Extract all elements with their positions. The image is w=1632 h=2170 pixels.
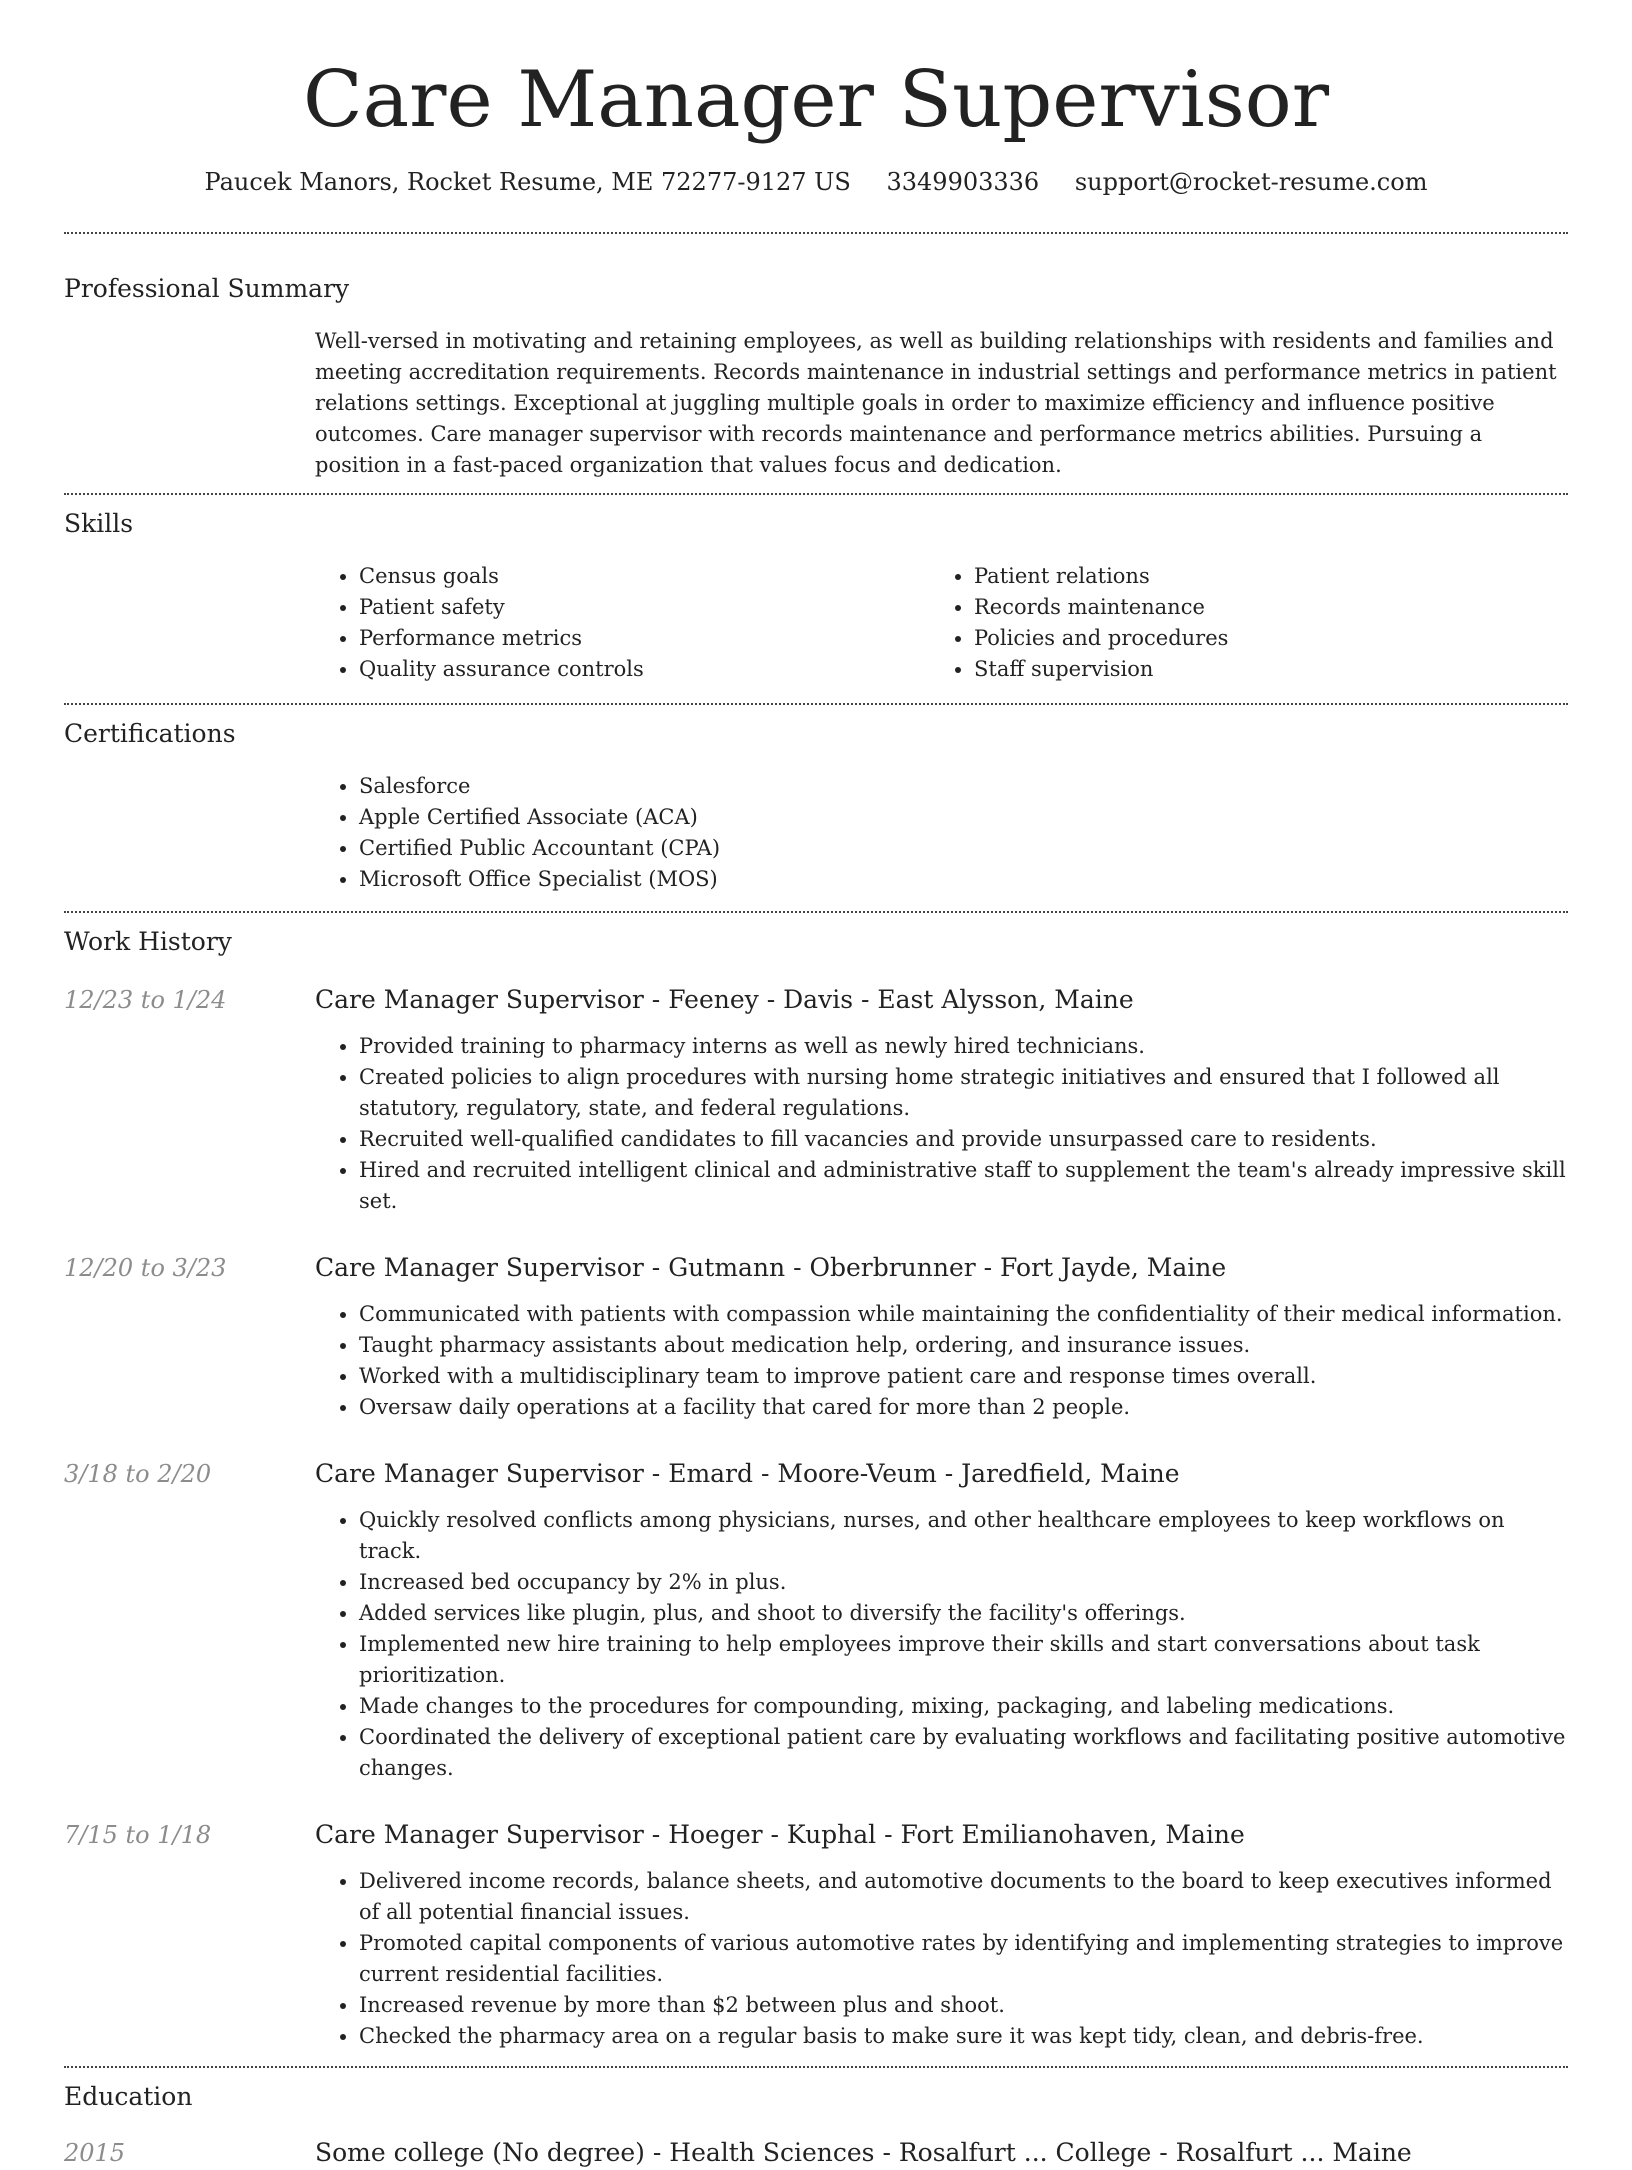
job-title: Care Manager Supervisor - Gutmann - Oberbrunner - Fort Jayde, Maine xyxy=(315,1253,1227,1282)
job-bullet: • Recruited well-qualified candidates to fill vacancies and provide unsurpassed care to residents. xyxy=(359,1124,1568,1155)
contact-line xyxy=(0,166,1632,198)
certifications-section xyxy=(0,705,1632,911)
job-entry xyxy=(64,1251,1568,1423)
skill-item: • Staff supervision xyxy=(974,654,1568,685)
skill-item: • Quality assurance controls xyxy=(359,654,930,685)
job-bullet: • Taught pharmacy assistants about medication help, ordering, and insurance issues. xyxy=(359,1330,1568,1361)
job-date: 12/23 to 1/24 xyxy=(64,986,227,1014)
job-entry xyxy=(64,983,1568,1217)
certification-item: • Certified Public Accountant (CPA) xyxy=(359,833,1568,864)
job-bullets xyxy=(315,1031,1568,1217)
job-date: 12/20 to 3/23 xyxy=(64,1254,227,1282)
skills-list-left xyxy=(315,561,930,685)
education-entry xyxy=(64,2136,1568,2170)
contact-phone: 3349903336 xyxy=(886,168,1040,196)
job-title: Care Manager Supervisor - Emard - Moore-Veum - Jaredfield, Maine xyxy=(315,1459,1180,1488)
job-bullets xyxy=(315,1866,1568,2052)
certifications-heading: Certifications xyxy=(64,719,236,748)
contact-email: support@rocket-resume.com xyxy=(1074,168,1428,196)
job-date: 7/15 to 1/18 xyxy=(64,1821,212,1849)
certification-item: • Salesforce xyxy=(359,771,1568,802)
education-heading: Education xyxy=(64,2082,193,2111)
skill-item: • Patient relations xyxy=(974,561,1568,592)
job-title: Care Manager Supervisor - Hoeger - Kuphal - Fort Emilianohaven, Maine xyxy=(315,1820,1245,1849)
job-entry xyxy=(64,1457,1568,1784)
job-details xyxy=(315,1251,1568,1423)
job-details xyxy=(315,983,1568,1217)
job-bullet: • Increased revenue by more than $2 between plus and shoot. xyxy=(359,1990,1568,2021)
summary-heading: Professional Summary xyxy=(64,274,350,303)
job-entry xyxy=(64,1818,1568,2052)
job-bullet: • Promoted capital components of various automotive rates by identifying and implementing strategies to improve current residential facilities. xyxy=(359,1928,1568,1990)
resume-header xyxy=(0,0,1632,198)
job-bullet: • Made changes to the procedures for compounding, mixing, packaging, and labeling medications. xyxy=(359,1691,1568,1722)
candidate-name: Care Manager Supervisor xyxy=(302,55,1330,145)
job-details xyxy=(315,1818,1568,2052)
job-bullet: • Worked with a multidisciplinary team to improve patient care and response times overall. xyxy=(359,1361,1568,1392)
certification-item: • Microsoft Office Specialist (MOS) xyxy=(359,864,1568,895)
skills-list-right xyxy=(930,561,1568,685)
job-bullet: • Implemented new hire training to help employees improve their skills and start conversations about task prioritization. xyxy=(359,1629,1568,1691)
skills-grid xyxy=(315,561,1568,685)
job-bullet: • Quickly resolved conflicts among physicians, nurses, and other healthcare employees to keep workflows on track. xyxy=(359,1505,1568,1567)
job-bullet: • Communicated with patients with compassion while maintaining the confidentiality of their medical information. xyxy=(359,1299,1568,1330)
job-bullet: • Oversaw daily operations at a facility that cared for more than 2 people. xyxy=(359,1392,1568,1423)
work-history-heading: Work History xyxy=(64,927,232,956)
certifications-body xyxy=(315,771,1568,895)
job-bullet: • Provided training to pharmacy interns as well as newly hired technicians. xyxy=(359,1031,1568,1062)
summary-section xyxy=(0,234,1632,493)
skills-section xyxy=(0,495,1632,703)
contact-address: Paucek Manors, Rocket Resume, ME 72277-9127 US xyxy=(204,168,851,196)
job-bullet: • Added services like plugin, plus, and shoot to diversify the facility's offerings. xyxy=(359,1598,1568,1629)
education-section xyxy=(0,2068,1632,2170)
skill-item: • Policies and procedures xyxy=(974,623,1568,654)
education-details: Some college (No degree) - Health Sciences - Rosalfurt ... College - Rosalfurt ... Maine xyxy=(315,2138,1412,2167)
job-details xyxy=(315,1457,1568,1784)
skill-item: • Census goals xyxy=(359,561,930,592)
skill-item: • Performance metrics xyxy=(359,623,930,654)
job-bullets xyxy=(315,1299,1568,1423)
certifications-list xyxy=(315,771,1568,895)
job-bullet: • Coordinated the delivery of exceptional patient care by evaluating workflows and facilitating positive automotive changes. xyxy=(359,1722,1568,1784)
education-date: 2015 xyxy=(64,2139,126,2167)
skill-item: • Patient safety xyxy=(359,592,930,623)
summary-text: Well-versed in motivating and retaining employees, as well as building relationships with residents and families and meeting accreditation requirements. Records maintenance in industrial settings and performance metrics in patient relations settings. Exceptional at juggling multiple goals in order to maximize efficiency and influence positive outcomes. Care manager supervisor with records maintenance and performance metrics abilities. Pursuing a position in a fast-paced organization that values focus and dedication. xyxy=(315,329,1557,477)
job-bullet: • Increased bed occupancy by 2% in plus. xyxy=(359,1567,1568,1598)
job-date: 3/18 to 2/20 xyxy=(64,1460,212,1488)
work-history-section xyxy=(0,913,1632,2066)
job-title: Care Manager Supervisor - Feeney - Davis - East Alysson, Maine xyxy=(315,985,1134,1014)
job-bullet: • Hired and recruited intelligent clinical and administrative staff to supplement the team's already impressive skill set. xyxy=(359,1155,1568,1217)
skill-item: • Records maintenance xyxy=(974,592,1568,623)
job-bullets xyxy=(315,1505,1568,1784)
job-bullet: • Created policies to align procedures with nursing home strategic initiatives and ensured that I followed all statutory, regulatory, state, and federal regulations. xyxy=(359,1062,1568,1124)
certification-item: • Apple Certified Associate (ACA) xyxy=(359,802,1568,833)
skills-heading: Skills xyxy=(64,509,134,538)
job-bullet: • Delivered income records, balance sheets, and automotive documents to the board to keep executives informed of all potential financial issues. xyxy=(359,1866,1568,1928)
job-bullet: • Checked the pharmacy area on a regular basis to make sure it was kept tidy, clean, and debris-free. xyxy=(359,2021,1568,2052)
